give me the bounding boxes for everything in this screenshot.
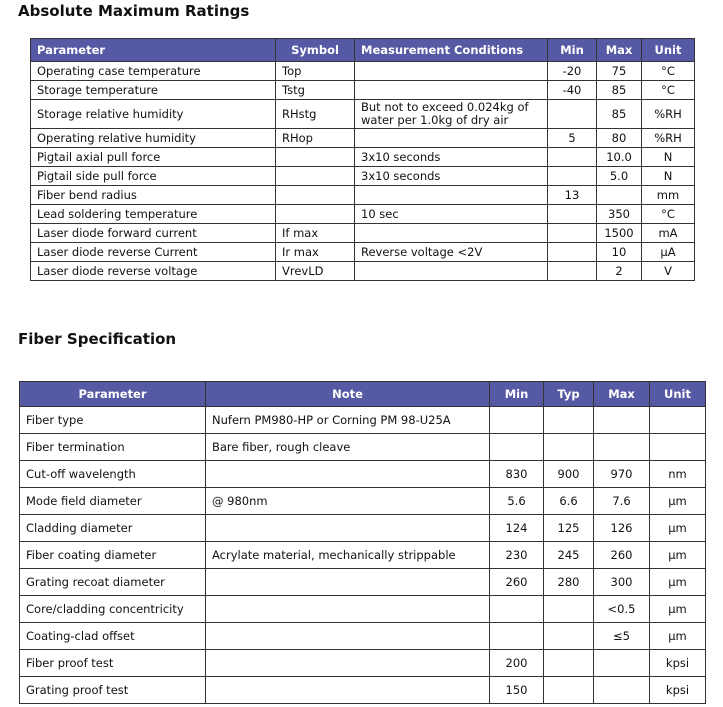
cell-parameter: Cut-off wavelength: [20, 461, 206, 488]
cell-max: 10.0: [597, 148, 642, 167]
cell-typ: [544, 623, 594, 650]
cell-unit: V: [642, 262, 695, 281]
table-row: [31, 224, 695, 243]
cell-max: 5.0: [597, 167, 642, 186]
cell-min: 5: [548, 129, 597, 148]
cell-parameter: Laser diode reverse Current: [31, 243, 276, 262]
cell-min: 13: [548, 186, 597, 205]
header-note: Note: [206, 382, 490, 407]
cell-unit: °C: [642, 81, 695, 100]
cell-note: Nufern PM980-HP or Corning PM 98-U25A: [206, 407, 490, 434]
header-max: Max: [597, 39, 642, 62]
cell-unit: nm: [650, 461, 706, 488]
cell-max: 85: [597, 100, 642, 129]
cell-parameter: Operating case temperature: [31, 62, 276, 81]
table-row: [31, 129, 695, 148]
header-max: Max: [594, 382, 650, 407]
cell-max: 300: [594, 569, 650, 596]
cell-max: 260: [594, 542, 650, 569]
cell-min: [548, 205, 597, 224]
cell-unit: kpsi: [650, 677, 706, 704]
cell-max: <0.5: [594, 596, 650, 623]
cell-min: [548, 167, 597, 186]
cell-max: 970: [594, 461, 650, 488]
cell-conditions: [355, 62, 548, 81]
cell-unit: N: [642, 167, 695, 186]
cell-conditions: [355, 262, 548, 281]
cell-conditions: 3x10 seconds: [355, 167, 548, 186]
cell-parameter: Laser diode forward current: [31, 224, 276, 243]
cell-min: 124: [490, 515, 544, 542]
table-row: [20, 488, 706, 515]
cell-max: [594, 650, 650, 677]
cell-min: [490, 596, 544, 623]
cell-parameter: Fiber coating diameter: [20, 542, 206, 569]
cell-symbol: [276, 186, 355, 205]
table-row: [20, 542, 706, 569]
cell-conditions: 10 sec: [355, 205, 548, 224]
cell-max: 10: [597, 243, 642, 262]
abs-max-header-row: [31, 39, 695, 62]
cell-note: [206, 650, 490, 677]
table-row: [31, 148, 695, 167]
cell-unit: [650, 434, 706, 461]
cell-typ: 245: [544, 542, 594, 569]
cell-note: Acrylate material, mechanically strippable: [206, 542, 490, 569]
table-row: [31, 81, 695, 100]
table-row: [20, 407, 706, 434]
table-row: [20, 515, 706, 542]
cell-parameter: Mode field diameter: [20, 488, 206, 515]
cell-note: [206, 461, 490, 488]
cell-symbol: RHstg: [276, 100, 355, 129]
cell-min: 230: [490, 542, 544, 569]
header-min: Min: [548, 39, 597, 62]
cell-conditions: [355, 129, 548, 148]
cell-typ: [544, 677, 594, 704]
cell-symbol: RHop: [276, 129, 355, 148]
fiber-spec-title: Fiber Specification: [18, 330, 177, 348]
cell-symbol: [276, 205, 355, 224]
cell-min: 830: [490, 461, 544, 488]
cell-conditions: [355, 224, 548, 243]
cell-parameter: Laser diode reverse voltage: [31, 262, 276, 281]
fiber-spec-table: [19, 381, 706, 704]
cell-max: 126: [594, 515, 650, 542]
fiber-spec-header-row: [20, 382, 706, 407]
cell-symbol: Top: [276, 62, 355, 81]
cell-max: ≤5: [594, 623, 650, 650]
cell-parameter: Core/cladding concentricity: [20, 596, 206, 623]
cell-min: -40: [548, 81, 597, 100]
cell-max: 75: [597, 62, 642, 81]
header-symbol: Symbol: [276, 39, 355, 62]
table-row: [31, 186, 695, 205]
cell-parameter: Coating-clad offset: [20, 623, 206, 650]
abs-max-title: Absolute Maximum Ratings: [18, 2, 250, 20]
cell-max: [594, 434, 650, 461]
cell-symbol: Tstg: [276, 81, 355, 100]
cell-parameter: Lead soldering temperature: [31, 205, 276, 224]
table-row: [20, 677, 706, 704]
cell-parameter: Storage relative humidity: [31, 100, 276, 129]
table-row: [31, 167, 695, 186]
cell-max: 350: [597, 205, 642, 224]
cell-typ: [544, 650, 594, 677]
table-row: [20, 434, 706, 461]
cell-unit: %RH: [642, 129, 695, 148]
cell-max: [594, 677, 650, 704]
cell-note: [206, 623, 490, 650]
cell-symbol: [276, 167, 355, 186]
cell-symbol: VrevLD: [276, 262, 355, 281]
cell-typ: 125: [544, 515, 594, 542]
cell-parameter: Fiber termination: [20, 434, 206, 461]
cell-max: 85: [597, 81, 642, 100]
cell-min: 5.6: [490, 488, 544, 515]
cell-typ: 280: [544, 569, 594, 596]
cell-min: [490, 623, 544, 650]
table-row: [20, 596, 706, 623]
cell-parameter: Cladding diameter: [20, 515, 206, 542]
cell-parameter: Grating proof test: [20, 677, 206, 704]
cell-max: 1500: [597, 224, 642, 243]
table-row: [31, 262, 695, 281]
header-unit: Unit: [642, 39, 695, 62]
cell-min: [548, 148, 597, 167]
header-parameter: Parameter: [20, 382, 206, 407]
cell-conditions: [355, 81, 548, 100]
cell-typ: [544, 434, 594, 461]
header-parameter: Parameter: [31, 39, 276, 62]
cell-unit: kpsi: [650, 650, 706, 677]
cell-min: 200: [490, 650, 544, 677]
cell-note: [206, 677, 490, 704]
table-row: [31, 205, 695, 224]
cell-unit: [650, 407, 706, 434]
cell-unit: °C: [642, 205, 695, 224]
cell-unit: µA: [642, 243, 695, 262]
cell-min: 150: [490, 677, 544, 704]
table-row: [20, 650, 706, 677]
cell-min: [548, 224, 597, 243]
cell-note: [206, 569, 490, 596]
cell-min: [490, 434, 544, 461]
cell-unit: µm: [650, 569, 706, 596]
cell-parameter: Pigtail side pull force: [31, 167, 276, 186]
cell-min: [548, 100, 597, 129]
cell-unit: µm: [650, 515, 706, 542]
header-unit: Unit: [650, 382, 706, 407]
cell-unit: °C: [642, 62, 695, 81]
cell-unit: µm: [650, 488, 706, 515]
cell-conditions: 3x10 seconds: [355, 148, 548, 167]
cell-symbol: [276, 148, 355, 167]
cell-symbol: Ir max: [276, 243, 355, 262]
cell-min: -20: [548, 62, 597, 81]
table-row: [20, 569, 706, 596]
cell-max: 7.6: [594, 488, 650, 515]
header-typ: Typ: [544, 382, 594, 407]
cell-parameter: Fiber bend radius: [31, 186, 276, 205]
cell-parameter: Operating relative humidity: [31, 129, 276, 148]
cell-unit: %RH: [642, 100, 695, 129]
table-row: [31, 243, 695, 262]
abs-max-table: [30, 38, 695, 281]
cell-note: Bare fiber, rough cleave: [206, 434, 490, 461]
cell-parameter: Storage temperature: [31, 81, 276, 100]
table-row: [20, 623, 706, 650]
cell-note: @ 980nm: [206, 488, 490, 515]
cell-unit: µm: [650, 623, 706, 650]
table-row: [20, 461, 706, 488]
cell-parameter: Pigtail axial pull force: [31, 148, 276, 167]
cell-unit: µm: [650, 596, 706, 623]
cell-conditions: Reverse voltage <2V: [355, 243, 548, 262]
cell-unit: N: [642, 148, 695, 167]
header-conditions: Measurement Conditions: [355, 39, 548, 62]
cell-symbol: If max: [276, 224, 355, 243]
table-row: [31, 62, 695, 81]
cell-max: [594, 407, 650, 434]
header-min: Min: [490, 382, 544, 407]
cell-unit: µm: [650, 542, 706, 569]
cell-min: [490, 407, 544, 434]
table-row: [31, 100, 695, 129]
cell-typ: 6.6: [544, 488, 594, 515]
cell-conditions: But not to exceed 0.024kg of water per 1.0kg of dry air: [355, 100, 548, 129]
cell-parameter: Grating recoat diameter: [20, 569, 206, 596]
cell-max: [597, 186, 642, 205]
cell-conditions: [355, 186, 548, 205]
cell-typ: [544, 407, 594, 434]
cell-max: 2: [597, 262, 642, 281]
cell-note: [206, 596, 490, 623]
cell-unit: mm: [642, 186, 695, 205]
cell-parameter: Fiber type: [20, 407, 206, 434]
cell-max: 80: [597, 129, 642, 148]
cell-note: [206, 515, 490, 542]
cell-parameter: Fiber proof test: [20, 650, 206, 677]
cell-typ: 900: [544, 461, 594, 488]
cell-min: [548, 243, 597, 262]
cell-min: [548, 262, 597, 281]
cell-unit: mA: [642, 224, 695, 243]
cell-min: 260: [490, 569, 544, 596]
cell-typ: [544, 596, 594, 623]
